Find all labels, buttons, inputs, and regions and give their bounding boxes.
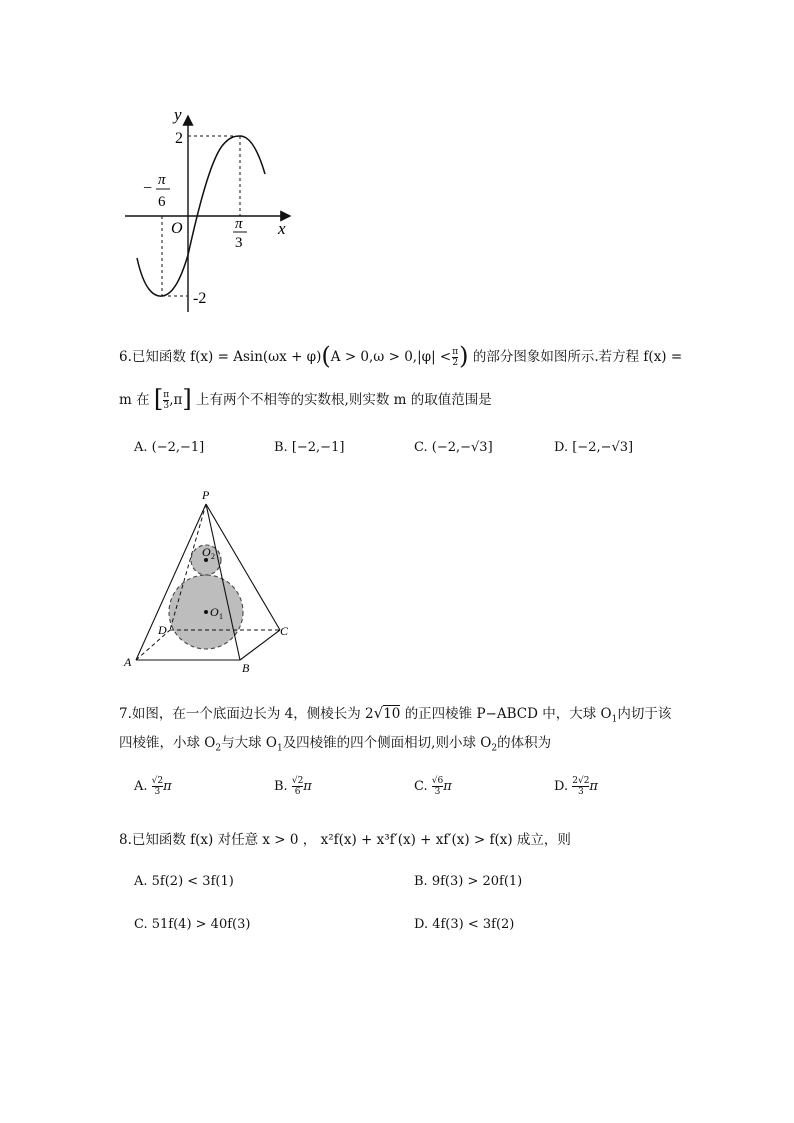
q7-option-d-num: 2√2 <box>572 776 590 786</box>
y-axis-label: y <box>174 105 182 124</box>
q7-sqrt-val: 10 <box>383 706 401 722</box>
q6-int-rest: ,π <box>169 392 183 408</box>
q8-option-d[interactable]: D. 4f(3) < 3f(2) <box>414 917 515 932</box>
sine-graph <box>110 100 310 320</box>
q6-line2-b: 上有两个不相等的实数根,则实数 m 的取值范围是 <box>196 392 492 408</box>
q7-option-c[interactable]: C. $\frac{√6}{3}$ π <box>414 776 452 797</box>
pos-pi-num: π <box>235 216 243 232</box>
q6-line2-a: m 在 <box>119 392 150 408</box>
q7-line2-sub1: 2 <box>215 743 222 754</box>
vertex-a-label: A <box>124 655 132 669</box>
center-o2-label: O <box>202 545 211 559</box>
pos-pi-den: 3 <box>235 235 243 251</box>
q7-line2-sub3: 2 <box>491 743 498 754</box>
q7-option-a-num: √2 <box>151 776 164 786</box>
y-min-label: -2 <box>193 290 207 307</box>
vertex-d-label: D <box>158 623 167 637</box>
q6-int-num: π <box>163 390 170 400</box>
neg-pi-num: π <box>158 172 166 188</box>
q7-option-b[interactable]: B. $\frac{√2}{6}$ π <box>274 776 312 797</box>
q7-line2-b: 与大球 O <box>221 735 277 751</box>
q7-line2-c: 及四棱锥的四个侧面相切,则小球 O <box>282 735 492 751</box>
q6-line1-a: 6.已知函数 f(x) = Asin(ωx + φ) <box>119 349 322 365</box>
q7-option-a-den: 3 <box>154 787 161 797</box>
q7-line2-d: 的体积为 <box>497 735 552 751</box>
neg-sign: − <box>143 180 153 197</box>
q6-condition: A > 0,ω > 0,|φ| < <box>330 349 452 365</box>
q7-option-d-den: 3 <box>577 787 584 797</box>
q7-line2-a: 四棱锥，小球 O <box>119 735 216 751</box>
y-max-label: 2 <box>175 130 183 147</box>
q6-line2: m 在 [ $\frac{\pi}{3}$ ,π] 上有两个不相等的实数根,则实数 m 的取值范围是 <box>119 385 492 413</box>
q7-option-b-den: 6 <box>294 787 301 797</box>
q7-line1-a: 7.如图，在一个底面边长为 4，侧棱长为 2 <box>119 706 374 722</box>
vertex-p-label: P <box>202 488 210 502</box>
q7-option-a[interactable]: A. $\frac{√2}{3}$ π <box>134 776 172 797</box>
q7-option-c-den: 3 <box>434 787 441 797</box>
q6-option-b[interactable]: B. [−2,−1] <box>274 440 345 455</box>
x-axis-label: x <box>278 219 286 238</box>
origin-label: O <box>171 220 183 237</box>
q7-line2 <box>119 733 551 759</box>
q7-line1-c: 内切于该 <box>617 706 672 722</box>
q7-line2-sub2: 1 <box>276 743 283 754</box>
center-o1-sub: 1 <box>219 612 223 621</box>
q7-option-c-num: √6 <box>431 776 444 786</box>
q7-line1-b: 的正四棱锥 P−ABCD 中，大球 O <box>404 706 612 722</box>
q7-line1: 7.如图，在一个底面边长为 4，侧棱长为 2√10 的正四棱锥 P−ABCD 中，大球 $O_1$内切于该 <box>119 704 672 725</box>
q6-cond-frac-num: π <box>452 347 459 357</box>
q6-line1-b: 的部分图象如图所示.若方程 f(x) = <box>472 349 683 365</box>
q6-line1: 6.已知函数 f(x) = Asin(ωx + φ)(A > 0,ω > 0,|φ| < $\frac{\pi}{2}$ ) 的部分图象如图所示.若方程 f(x) = <box>119 342 683 370</box>
q8-option-c[interactable]: C. 51f(4) > 40f(3) <box>134 917 251 932</box>
q6-option-a[interactable]: A. (−2,−1] <box>134 440 205 455</box>
q7-option-d[interactable]: D. $\frac{2√2}{3}$ π <box>554 776 598 797</box>
q6-option-d[interactable]: D. [−2,−√3] <box>554 440 634 455</box>
vertex-c-label: C <box>280 624 289 638</box>
q8-option-b[interactable]: B. 9f(3) > 20f(1) <box>414 874 523 889</box>
q8-stem: 8.已知函数 f(x) 对任意 x > 0 ， x²f(x) + x³f′(x) + xf′(x) > f(x) 成立，则 <box>119 832 571 848</box>
q6-option-c[interactable]: C. (−2,−√3] <box>414 440 493 455</box>
q6-int-den: 3 <box>163 401 170 411</box>
neg-pi-den: 6 <box>158 194 166 210</box>
pyramid-figure <box>118 484 308 674</box>
q7-line1-sub: 1 <box>611 714 618 725</box>
vertex-b-label: B <box>242 661 250 674</box>
center-o2-sub: 2 <box>211 552 215 561</box>
center-o1-label: O <box>210 605 219 619</box>
q8-option-a[interactable]: A. 5f(2) < 3f(1) <box>134 874 234 889</box>
q7-option-b-num: √2 <box>291 776 304 786</box>
q6-cond-frac-den: 2 <box>452 358 459 368</box>
